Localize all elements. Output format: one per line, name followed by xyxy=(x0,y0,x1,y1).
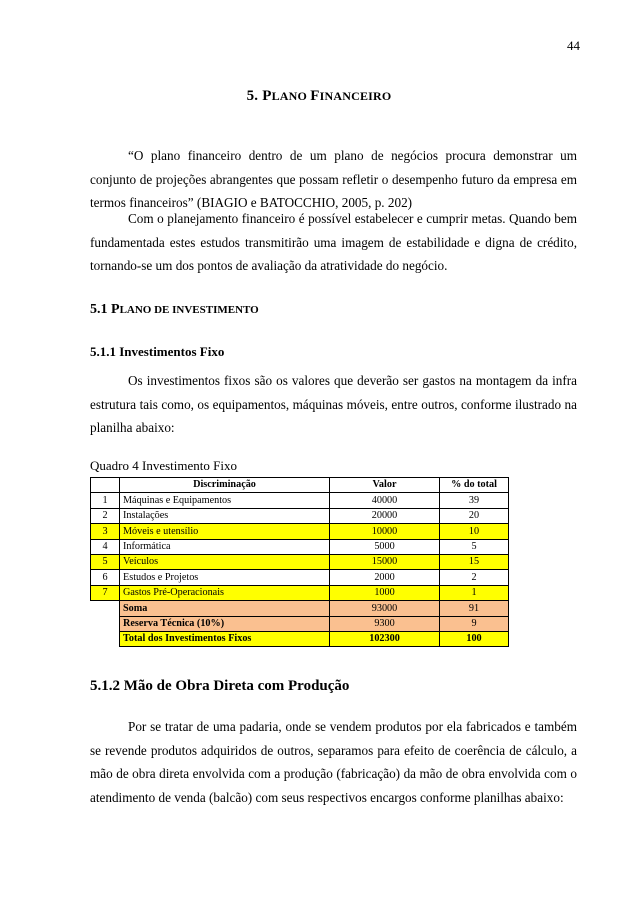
cell-description: Instalações xyxy=(120,508,330,523)
cell-value: 1000 xyxy=(330,585,440,600)
chapter-title: 5. PLANO FINANCEIRO xyxy=(246,88,392,104)
cell-description: Máquinas e Equipamentos xyxy=(120,493,330,508)
cell-percent: 10 xyxy=(440,524,509,539)
cell-num xyxy=(91,631,120,646)
cell-percent: 5 xyxy=(440,539,509,554)
cell-num: 5 xyxy=(91,554,120,569)
cell-value: 20000 xyxy=(330,508,440,523)
table-row xyxy=(91,524,509,539)
header-description: Discriminação xyxy=(120,478,330,493)
paragraph-direct-labor: Por se tratar de uma padaria, onde se vendem produtos por ela fabricados e também se revende produtos adquiridos de outros, separamos para efeito de coerência de cálculo, a mão de obra direta envolvida com a produção (fabricação) da mão de obra envolvida com o atendimento de venda (balcão) com seus respectivos encargos conforme planilhas abaixo: xyxy=(90,719,577,805)
table-row xyxy=(91,493,509,508)
cell-percent: 9 xyxy=(440,616,509,631)
table-row-total xyxy=(91,631,509,646)
table-row-sum xyxy=(91,601,509,616)
cell-num: 3 xyxy=(91,524,120,539)
cell-num xyxy=(91,601,120,616)
cell-value: 9300 xyxy=(330,616,440,631)
header-num xyxy=(91,478,120,493)
table-row xyxy=(91,554,509,569)
table-row xyxy=(91,508,509,523)
section-title-direct-labor: 5.1.2 Mão de Obra Direta com Produção xyxy=(90,678,350,694)
cell-num xyxy=(91,616,120,631)
cell-description: Informática xyxy=(120,539,330,554)
subsection-title-fixed-investments: 5.1.1 Investimentos Fixo xyxy=(90,344,225,359)
cell-percent: 39 xyxy=(440,493,509,508)
cell-description: Reserva Técnica (10%) xyxy=(120,616,330,631)
cell-percent: 1 xyxy=(440,585,509,600)
cell-description: Móveis e utensílio xyxy=(120,524,330,539)
table-row-reserve xyxy=(91,616,509,631)
cell-percent: 15 xyxy=(440,554,509,569)
header-value: Valor xyxy=(330,478,440,493)
table-row xyxy=(91,570,509,585)
table-caption: Quadro 4 Investimento Fixo xyxy=(90,458,237,473)
paragraph-planning: Com o planejamento financeiro é possível estabelecer e cumprir metas. Quando bem fundamentada estes estudos transmitirão uma imagem de estabilidade e digna de crédito, tornando-se um dos pontos de avaliação da atratividade do negócio. xyxy=(90,211,577,273)
cell-value: 102300 xyxy=(330,631,440,646)
page-number: 44 xyxy=(567,38,580,53)
cell-description: Soma xyxy=(120,601,330,616)
cell-num: 6 xyxy=(91,570,120,585)
cell-num: 4 xyxy=(91,539,120,554)
cell-value: 10000 xyxy=(330,524,440,539)
cell-num: 2 xyxy=(91,508,120,523)
investment-table xyxy=(90,477,509,647)
cell-value: 93000 xyxy=(330,601,440,616)
cell-value: 2000 xyxy=(330,570,440,585)
cell-description: Veículos xyxy=(120,554,330,569)
cell-percent: 100 xyxy=(440,631,509,646)
cell-num: 7 xyxy=(91,585,120,600)
cell-percent: 2 xyxy=(440,570,509,585)
cell-value: 5000 xyxy=(330,539,440,554)
cell-description: Estudos e Projetos xyxy=(120,570,330,585)
cell-value: 15000 xyxy=(330,554,440,569)
cell-percent: 20 xyxy=(440,508,509,523)
header-percent: % do total xyxy=(440,478,509,493)
paragraph-quote: “O plano financeiro dentro de um plano de negócios procura demonstrar um conjunto de projeções abrangentes que possam refletir o desempenho futuro da empresa em termos financeiros” (BIAGIO e BATOCCHIO, 2005, p. 202) xyxy=(90,148,577,210)
table-row xyxy=(91,585,509,600)
table-row xyxy=(91,539,509,554)
cell-description: Total dos Investimentos Fixos xyxy=(120,631,330,646)
cell-percent: 91 xyxy=(440,601,509,616)
cell-description: Gastos Pré-Operacionais xyxy=(120,585,330,600)
section-title-investment-plan: 5.1 PLANO DE INVESTIMENTO xyxy=(90,302,259,317)
cell-value: 40000 xyxy=(330,493,440,508)
cell-num: 1 xyxy=(91,493,120,508)
paragraph-fixed-investments: Os investimentos fixos são os valores que deverão ser gastos na montagem da infra estrutura tais como, os equipamentos, máquinas móveis, entre outros, conforme ilustrado na planilha abaixo: xyxy=(90,373,577,435)
table-header-row xyxy=(91,478,509,493)
